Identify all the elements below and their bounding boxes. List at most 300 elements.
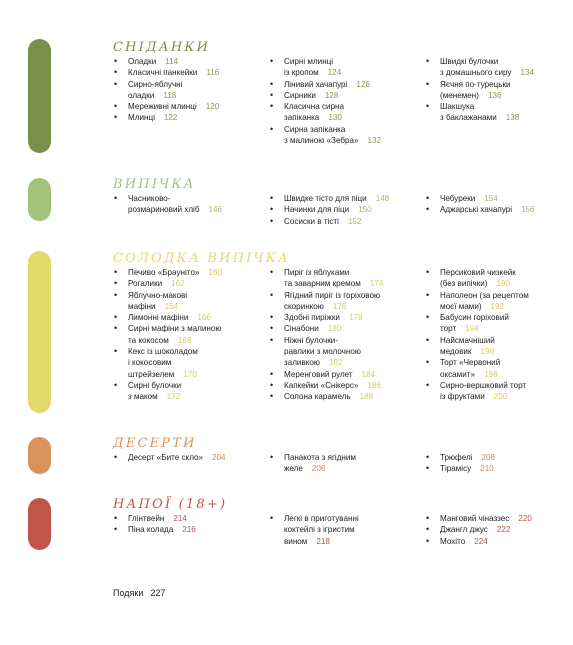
entry-title-line — [440, 290, 565, 301]
entry-page-number: 186 — [367, 380, 381, 390]
toc-entry[interactable] — [269, 380, 425, 391]
bullet-icon: • — [114, 67, 118, 78]
entry-title-line — [284, 90, 425, 101]
toc-section-desserts — [113, 436, 558, 474]
bullet-icon: • — [270, 391, 274, 402]
toc-entry[interactable] — [113, 101, 265, 112]
bullet-icon: • — [270, 78, 274, 89]
entry-title: Сирні мафіни з малиною — [128, 324, 222, 334]
entry-title: Чебуреки — [440, 194, 476, 203]
toc-entry[interactable] — [425, 524, 565, 535]
bullet-icon: • — [114, 78, 118, 89]
entry-title: із кропом — [284, 68, 319, 78]
entry-page-number: 132 — [367, 136, 382, 146]
entry-title: Капкейки «Снікерс» — [284, 380, 359, 390]
entry-title: Меренговий рулет — [284, 369, 353, 379]
entry-title-line — [440, 267, 565, 278]
bullet-icon: • — [426, 267, 430, 277]
entry-page-number: 176 — [332, 301, 347, 311]
bullet-icon: • — [114, 193, 118, 203]
bullet-icon: • — [114, 112, 118, 123]
entry-title-line — [128, 79, 265, 90]
entry-title: Швидкі булочки — [440, 57, 499, 66]
toc-entry[interactable] — [113, 380, 265, 403]
toc-entry[interactable] — [269, 391, 425, 402]
entry-title: Десерт «Бите скло» — [128, 453, 204, 462]
entry-title-line — [440, 204, 565, 215]
entry-title: Сирники — [284, 90, 316, 100]
toc-entry[interactable] — [425, 56, 565, 79]
entry-page-number: 218 — [316, 536, 330, 546]
entry-title-line — [128, 346, 265, 357]
entry-title: із фруктами — [440, 392, 485, 402]
bullet-icon: • — [426, 357, 430, 368]
entry-page-number: 162 — [171, 279, 185, 289]
entry-title-line — [128, 193, 265, 204]
entry-title: Легкі в приготуванні — [284, 514, 359, 523]
bullet-icon: • — [114, 323, 118, 334]
toc-entry[interactable] — [269, 101, 425, 124]
entry-title-line — [284, 452, 425, 463]
entry-title: і кокосовим — [128, 358, 172, 368]
entry-page-number: 120 — [205, 102, 220, 112]
column-1 — [113, 56, 265, 124]
entry-title: Сінабони — [284, 324, 319, 334]
entry-title: Мохіто — [440, 536, 466, 546]
bullet-icon: • — [426, 334, 430, 345]
entry-title-line — [128, 290, 265, 301]
entry-page-number: 214 — [173, 514, 187, 523]
entry-title-line — [128, 312, 265, 323]
entry-title: та кокосом — [128, 335, 169, 345]
entry-title: Млинці — [128, 113, 155, 123]
entry-title: оладки — [128, 90, 155, 100]
entry-title-line — [128, 112, 265, 123]
entry-title: Наполеон (за рецептом — [440, 290, 529, 300]
entry-page-number: 196 — [480, 347, 494, 357]
bullet-icon: • — [270, 452, 274, 462]
bullet-icon: • — [114, 289, 118, 300]
entry-title-line — [284, 112, 425, 123]
entry-title-line — [440, 463, 565, 474]
entry-page-number: 154 — [484, 194, 498, 203]
toc-entry[interactable] — [425, 79, 565, 102]
toc-entry[interactable] — [113, 278, 265, 289]
toc-entry[interactable] — [425, 452, 565, 463]
toc-entry[interactable] — [269, 312, 425, 323]
column-2 — [269, 513, 425, 547]
entry-title: Лимонні мафіни — [128, 313, 189, 323]
entry-page-number: 170 — [183, 369, 197, 379]
section-color-bar-drinks — [28, 498, 51, 550]
entry-title-line — [284, 335, 425, 346]
entry-title-line — [440, 79, 565, 90]
entry-title: Солона карамель — [284, 392, 351, 402]
entry-title-line — [128, 513, 265, 524]
entry-title: Часниково- — [128, 194, 171, 203]
entry-page-number: 216 — [182, 525, 196, 535]
entry-title: Бабусин горіховий — [440, 313, 509, 323]
bullet-icon: • — [426, 379, 430, 390]
entry-page-number: 172 — [166, 392, 181, 402]
column-3 — [425, 452, 565, 475]
entry-title: вином — [284, 536, 308, 546]
toc-entry[interactable] — [113, 67, 265, 78]
entry-page-number: 166 — [197, 313, 211, 323]
entry-title-line — [440, 452, 565, 463]
entry-title-line — [284, 513, 425, 524]
entry-title-line — [284, 56, 425, 67]
toc-entry[interactable] — [269, 335, 425, 369]
bullet-icon: • — [270, 267, 274, 277]
entry-title: з баклажанами — [440, 113, 497, 123]
entry-page-number: 188 — [359, 392, 374, 402]
entry-title-line — [128, 357, 265, 368]
entry-title: равлики з молочною — [284, 347, 361, 357]
toc-entry[interactable] — [269, 267, 425, 290]
entry-title-line — [284, 290, 425, 301]
bullet-icon: • — [426, 513, 430, 523]
entry-page-number: 134 — [520, 68, 534, 78]
entry-page-number: 220 — [518, 514, 532, 523]
entry-title: Класичні панкейки — [128, 68, 198, 78]
entry-title: Мереживні млинці — [128, 102, 197, 112]
footer-label: Подяки — [113, 588, 144, 598]
entry-title: Сосиски в тісті — [284, 216, 339, 226]
bullet-icon: • — [270, 289, 274, 300]
entry-title-line — [128, 380, 265, 391]
section-color-bar-breakfast — [28, 39, 51, 153]
entry-title-line — [284, 346, 425, 357]
section-title: НАПОЇ (18+) — [113, 497, 228, 512]
entry-title-line — [440, 524, 565, 535]
bullet-icon: • — [114, 379, 118, 390]
toc-entry[interactable] — [269, 56, 425, 79]
entry-title-line — [440, 391, 565, 402]
entry-title: Оладки — [128, 57, 157, 66]
entry-page-number: 124 — [327, 68, 342, 78]
entry-title-line — [440, 112, 565, 123]
section-color-bar-sweet-baking — [28, 251, 51, 413]
toc-entry[interactable] — [269, 323, 425, 334]
entry-page-number: 206 — [311, 464, 326, 474]
entry-title: Персиковий чизкейк — [440, 268, 516, 277]
entry-title-line — [440, 357, 565, 368]
entry-title: моєї мами) — [440, 301, 482, 311]
entry-page-number: 210 — [480, 464, 494, 474]
column-1 — [113, 513, 265, 536]
entry-title-line — [128, 204, 265, 215]
entry-page-number: 208 — [481, 453, 495, 462]
entry-page-number: 146 — [208, 205, 222, 215]
entry-title: Сирно-вершковий торт — [440, 380, 527, 390]
entry-page-number: 194 — [465, 324, 479, 334]
entry-title: Аджарські хачапурі — [440, 205, 513, 215]
entry-title-line — [440, 312, 565, 323]
bullet-icon: • — [426, 312, 430, 323]
bullet-icon: • — [426, 463, 430, 474]
bullet-icon: • — [270, 368, 274, 379]
entry-title: Класична сирна — [284, 102, 344, 112]
bullet-icon: • — [426, 289, 430, 300]
entry-title: Ягідний пиріг із горіховою — [284, 290, 381, 300]
entry-title: та заварним кремом — [284, 279, 361, 289]
section-title: СОЛОДКА ВИПІЧКА — [113, 251, 291, 266]
entry-title: штрейзелем — [128, 369, 175, 379]
entry-title: Пиріг із яблуками — [284, 268, 350, 277]
entry-title-line — [284, 67, 425, 78]
toc-entry[interactable] — [425, 357, 565, 380]
bullet-icon: • — [114, 312, 118, 323]
entry-title: Начинки для піци — [284, 205, 350, 215]
bullet-icon: • — [270, 123, 274, 134]
bullet-icon: • — [270, 323, 274, 334]
entry-page-number: 192 — [490, 301, 505, 311]
toc-entry[interactable] — [269, 369, 425, 380]
toc-entry[interactable] — [425, 267, 565, 290]
toc-entry[interactable] — [113, 346, 265, 380]
toc-entry[interactable] — [269, 216, 425, 227]
toc-entry[interactable] — [269, 193, 425, 204]
entry-title-line — [284, 357, 425, 368]
toc-entry[interactable] — [269, 124, 425, 147]
entry-title: коктейлі з ігристим — [284, 525, 355, 535]
column-3 — [425, 513, 565, 547]
entry-title-line — [128, 524, 265, 535]
toc-entry[interactable] — [113, 312, 265, 323]
entry-title: Яблучно-макові — [128, 290, 188, 300]
entry-title-line — [128, 452, 265, 463]
toc-entry[interactable] — [113, 290, 265, 313]
entry-title: Сирно-яблучні — [128, 79, 183, 89]
entry-title: желе — [284, 464, 303, 474]
entry-page-number: 156 — [521, 205, 535, 215]
toc-entry[interactable] — [113, 267, 265, 278]
toc-entry[interactable] — [425, 513, 565, 524]
toc-entry[interactable] — [425, 312, 565, 335]
entry-title-line — [284, 267, 425, 278]
entry-title-line — [284, 193, 425, 204]
entry-title: медовик — [440, 347, 472, 357]
bullet-icon: • — [114, 346, 118, 357]
entry-title-line — [128, 323, 265, 334]
entry-title-line — [440, 278, 565, 289]
toc-entry[interactable] — [113, 513, 265, 524]
section-title: ДЕСЕРТИ — [113, 436, 197, 451]
entry-title: Ніжні булочки- — [284, 335, 339, 345]
bullet-icon: • — [270, 89, 274, 100]
bullet-icon: • — [270, 312, 274, 323]
toc-section-sweet-baking — [113, 251, 558, 402]
column-1 — [113, 193, 265, 216]
entry-title: мафіни — [128, 301, 156, 311]
entry-title: Панакота з ягідним — [284, 453, 356, 462]
entry-title-line — [284, 124, 425, 135]
toc-entry[interactable] — [425, 536, 565, 547]
toc-entry[interactable] — [113, 193, 265, 216]
entry-title-line — [284, 463, 425, 474]
bullet-icon: • — [426, 101, 430, 112]
entry-title-line — [128, 369, 265, 380]
bullet-icon: • — [114, 101, 118, 112]
entry-title-line — [440, 301, 565, 312]
entry-title: Сирна запіканка — [284, 124, 346, 134]
column-2 — [269, 452, 425, 475]
entry-title-line — [128, 391, 265, 402]
section-title: ВИПІЧКА — [113, 177, 196, 192]
column-2 — [269, 193, 425, 227]
entry-title-line — [284, 391, 425, 402]
entry-title-line — [440, 369, 565, 380]
toc-entry[interactable] — [113, 323, 265, 346]
entry-title: Манговий чіназзес — [440, 514, 510, 523]
column-2 — [269, 267, 425, 403]
entry-page-number: 152 — [347, 216, 362, 226]
entry-title-line — [440, 101, 565, 112]
bullet-icon: • — [270, 204, 274, 215]
entry-title-line — [440, 67, 565, 78]
entry-title-line — [284, 79, 425, 90]
entry-page-number: 160 — [208, 268, 223, 277]
toc-entry[interactable] — [269, 204, 425, 215]
entry-title-line — [128, 335, 265, 346]
toc-entry[interactable] — [269, 290, 425, 313]
entry-title-line — [128, 267, 265, 278]
entry-title-line — [440, 193, 565, 204]
entry-title-line — [284, 323, 425, 334]
entry-title: Глінтвейн — [128, 514, 165, 523]
entry-page-number: 198 — [483, 369, 498, 379]
entry-title-line — [128, 101, 265, 112]
toc-entry[interactable] — [269, 513, 425, 547]
entry-title: скоринкою — [284, 301, 324, 311]
toc-section-drinks — [113, 497, 558, 546]
section-title: СНІДАНКИ — [113, 40, 211, 55]
entry-title: з маком — [128, 392, 158, 402]
toc-entry[interactable] — [269, 452, 425, 475]
entry-page-number: 178 — [348, 313, 363, 323]
entry-title: торт — [440, 324, 457, 334]
entry-title: Джангл джус — [440, 525, 488, 535]
entry-page-number: 122 — [163, 113, 178, 123]
entry-page-number: 164 — [164, 301, 179, 311]
bullet-icon: • — [426, 535, 430, 546]
entry-page-number: 182 — [328, 358, 343, 368]
bullet-icon: • — [114, 56, 118, 66]
entry-title-line — [128, 56, 265, 67]
entry-page-number: 204 — [212, 453, 226, 462]
column-1 — [113, 452, 265, 463]
entry-title: Лінивий хачапурі — [284, 79, 348, 89]
bullet-icon: • — [426, 452, 430, 462]
bullet-icon: • — [114, 524, 118, 535]
entry-title: Швидке тісто для піци — [284, 194, 367, 203]
entry-title-line — [440, 90, 565, 101]
toc-section-breakfast — [113, 40, 558, 146]
entry-title-line — [128, 90, 265, 101]
toc-entry[interactable] — [113, 452, 265, 463]
bullet-icon: • — [114, 452, 118, 462]
entry-page-number: 126 — [356, 79, 370, 89]
entry-title-line — [284, 204, 425, 215]
bullet-icon: • — [426, 524, 430, 535]
entry-title: Тірамісу — [440, 464, 472, 474]
toc-entry[interactable] — [425, 290, 565, 313]
entry-page-number: 118 — [163, 90, 177, 100]
toc-entry[interactable] — [269, 90, 425, 101]
entry-title: оксамит» — [440, 369, 475, 379]
entry-title: Рогалики — [128, 279, 163, 289]
bullet-icon: • — [114, 513, 118, 523]
entry-title: Кекс із шоколадом — [128, 347, 198, 357]
bullet-icon: • — [114, 267, 118, 277]
bullet-icon: • — [426, 204, 430, 215]
column-3 — [425, 56, 565, 124]
entry-page-number: 184 — [361, 369, 376, 379]
entry-page-number: 136 — [487, 90, 502, 100]
entry-page-number: 150 — [358, 205, 372, 215]
column-2 — [269, 56, 425, 146]
entry-page-number: 224 — [474, 536, 488, 546]
toc-entry[interactable] — [425, 101, 565, 124]
entry-title: Печиво «Браунітo» — [128, 268, 200, 277]
bullet-icon: • — [426, 193, 430, 203]
entry-title-line — [440, 323, 565, 334]
toc-entry[interactable] — [425, 204, 565, 215]
toc-section-baking — [113, 177, 558, 226]
entry-page-number: 180 — [327, 324, 342, 334]
entry-title: з малиною «Зебра» — [284, 136, 359, 146]
entry-title-line — [440, 536, 565, 547]
entry-page-number: 168 — [177, 335, 192, 345]
column-3 — [425, 267, 565, 403]
column-3 — [425, 193, 565, 216]
entry-title-line — [284, 101, 425, 112]
toc-entry[interactable] — [425, 335, 565, 358]
toc-entry[interactable] — [113, 112, 265, 123]
entry-title: розмариновий хліб — [128, 205, 200, 215]
toc-entry[interactable] — [425, 463, 565, 474]
section-color-bar-baking — [28, 178, 51, 221]
toc-entry[interactable] — [425, 380, 565, 403]
bullet-icon: • — [114, 278, 118, 289]
toc-entry[interactable] — [113, 79, 265, 102]
entry-title: Трюфелі — [440, 453, 473, 462]
entry-page-number: 138 — [505, 113, 520, 123]
entry-page-number: 222 — [496, 525, 511, 535]
entry-title: Торт «Червоний — [440, 358, 501, 368]
column-1 — [113, 267, 265, 403]
entry-page-number: 114 — [165, 57, 179, 66]
bullet-icon: • — [270, 334, 274, 345]
entry-title: (без випічки) — [440, 279, 488, 289]
bullet-icon: • — [270, 101, 274, 112]
bullet-icon: • — [270, 379, 274, 390]
toc-entry[interactable] — [425, 193, 565, 204]
bullet-icon: • — [426, 56, 430, 66]
bullet-icon: • — [270, 215, 274, 226]
toc-entry[interactable] — [113, 56, 265, 67]
entry-page-number: 116 — [206, 68, 220, 78]
section-color-bar-desserts — [28, 437, 51, 474]
entry-title-line — [284, 380, 425, 391]
toc-footer-entry[interactable] — [113, 587, 165, 599]
toc-entry[interactable] — [113, 524, 265, 535]
entry-title: заливкою — [284, 358, 320, 368]
toc-entry[interactable] — [269, 79, 425, 90]
entry-page-number: 130 — [328, 113, 342, 123]
entry-title-line — [284, 216, 425, 227]
